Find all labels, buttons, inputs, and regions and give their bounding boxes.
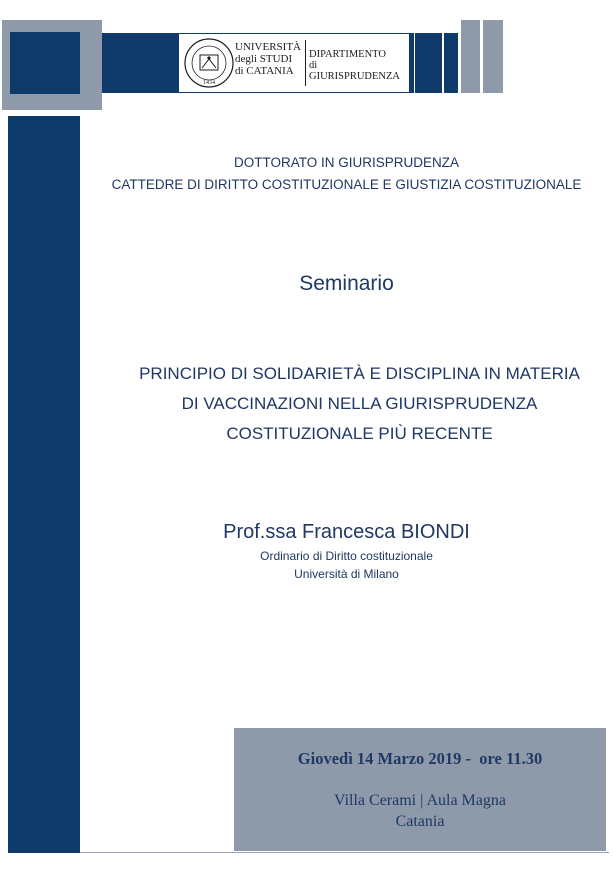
speaker-role: Ordinario di Diritto costituzionale <box>260 549 433 563</box>
university-line-3: di CATANIA <box>235 65 294 77</box>
program-heading <box>80 152 613 196</box>
speaker-affiliation: Università di Milano <box>294 567 399 581</box>
header-navy-square <box>10 32 80 94</box>
event-datetime: Giovedì 14 Marzo 2019 - ore 11.30 <box>297 749 543 768</box>
department-line-1: DIPARTIMENTO <box>309 49 386 60</box>
university-line-2: degli STUDI <box>235 53 293 65</box>
program-line-1: DOTTORATO IN GIURISPRUDENZA <box>233 155 460 170</box>
bottom-rule <box>80 852 609 853</box>
event-info-box <box>234 728 606 851</box>
university-logo <box>178 33 410 93</box>
seminar-title <box>80 359 613 449</box>
header-stripe-4 <box>483 20 503 93</box>
event-venue: Villa Cerami | Aula Magna <box>334 792 506 809</box>
header-stripe-2 <box>444 33 458 93</box>
program-line-2: CATTEDRE DI DIRITTO COSTITUZIONALE E GIUSTIZIA COSTITUZIONALE <box>111 177 582 192</box>
event-location <box>234 790 606 832</box>
university-seal-icon <box>183 37 235 89</box>
university-name <box>235 41 305 77</box>
logo-divider <box>305 40 306 86</box>
title-line-2: DI VACCINAZIONI NELLA GIURISPRUDENZA <box>181 394 538 413</box>
header-stripe-3 <box>461 20 480 93</box>
speaker-details <box>80 547 613 583</box>
department-name <box>309 49 409 82</box>
seminar-label: Seminario <box>299 272 394 295</box>
title-line-3: COSTITUZIONALE PIÙ RECENTE <box>226 424 493 443</box>
department-line-2: di GIURISPRUDENZA <box>309 60 401 82</box>
left-decorative-band <box>8 116 80 853</box>
title-line-1: PRINCIPIO DI SOLIDARIETÀ E DISCIPLINA IN MATERIA <box>139 364 580 383</box>
event-city: Catania <box>395 813 445 830</box>
seal-year: 1434 <box>203 80 215 86</box>
header-stripe-1 <box>415 33 442 93</box>
university-line-1: UNIVERSITÀ <box>235 41 301 53</box>
speaker-name: Prof.ssa Francesca BIONDI <box>223 521 470 543</box>
